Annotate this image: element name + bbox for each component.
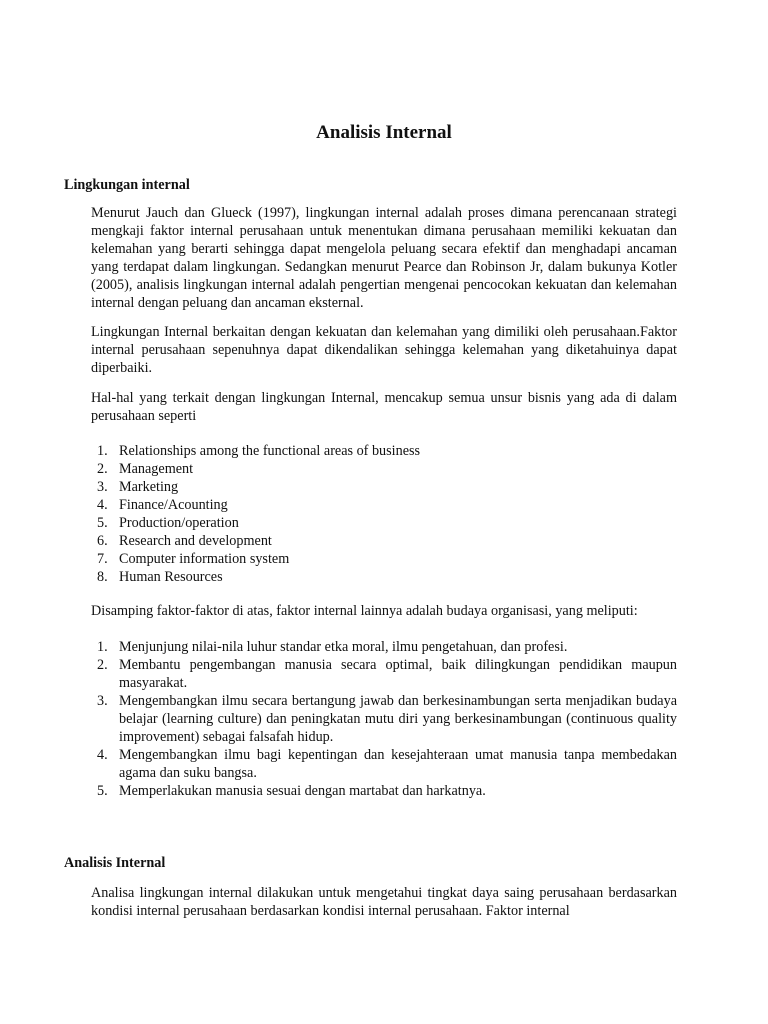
paragraph-definition: Menurut Jauch dan Glueck (1997), lingkungan internal adalah proses dimana perencanaan strategi mengkaji faktor internal perusahaan untuk menentukan dimana perusahaan memiliki kekuatan dan kelemahan yang berarti sehingga dapat mengelola peluang secara efektif dan menghadapi ancaman yang terdapat dalam lingkungan. Sedangkan menurut Pearce dan Robinson Jr, dalam bukunya Kotler (2005), analisis lingkungan internal adalah pengertian mengenai pencocokan kekuatan dan kelemahan internal dengan peluang dan ancaman eksternal.	[91, 205, 677, 311]
list-item: 5. Production/operation	[97, 515, 239, 531]
list-item: 4. Mengembangkan ilmu bagi kepentingan dan kesejahteraan umat manusia tanpa membedakan agama dan suku bangsa.	[97, 747, 677, 781]
paragraph-analysis: Analisa lingkungan internal dilakukan untuk mengetahui tingkat daya saing perusahaan berdasarkan kondisi internal perusahaan berdasarkan kondisi internal perusahaan. Faktor internal	[91, 885, 677, 919]
list-item: 2. Management	[97, 461, 194, 477]
paragraph-organizational-culture: Disamping faktor-faktor di atas, faktor internal lainnya adalah budaya organisasi, yang meliputi:	[91, 603, 638, 619]
section-heading-analisis-internal: Analisis Internal	[64, 855, 166, 871]
list-item: 2. Membantu pengembangan manusia secara optimal, baik dilingkungan pendidikan maupun masyarakat.	[97, 657, 677, 691]
list-item: 6. Research and development	[97, 533, 272, 549]
section-heading-lingkungan-internal: Lingkungan internal	[64, 177, 190, 193]
business-areas-list	[91, 442, 677, 586]
list-item: 3. Marketing	[97, 479, 179, 495]
list-item: 1. Relationships among the functional areas of business	[97, 443, 421, 459]
paragraph-internal-environment: Lingkungan Internal berkaitan dengan kekuatan dan kelemahan yang dimiliki oleh perusahaan.Faktor internal perusahaan sepenuhnya dapat dikendalikan sehingga kelemahan yang diketahuinya dapat diperbaiki.	[91, 324, 677, 376]
paragraph-related-elements: Hal-hal yang terkait dengan lingkungan Internal, mencakup semua unsur bisnis yang ada di dalam perusahaan seperti	[91, 390, 677, 424]
document-title: Analisis Internal	[316, 122, 452, 143]
list-item: 3. Mengembangkan ilmu secara bertangung jawab dan berkesinambungan serta menjadikan budaya belajar (learning culture) dan peningkatan mutu diri yang berkesinambungan (continuous quality improvement) sebagai falsafah hidup.	[97, 693, 677, 745]
culture-list	[91, 638, 677, 800]
list-item: 8. Human Resources	[97, 569, 223, 585]
list-item: 1. Menjunjung nilai-nila luhur standar etka moral, ilmu pengetahuan, dan profesi.	[97, 639, 568, 655]
list-item: 4. Finance/Acounting	[97, 497, 228, 513]
list-item: 7. Computer information system	[97, 551, 290, 567]
list-item: 5. Memperlakukan manusia sesuai dengan martabat dan harkatnya.	[97, 783, 486, 799]
